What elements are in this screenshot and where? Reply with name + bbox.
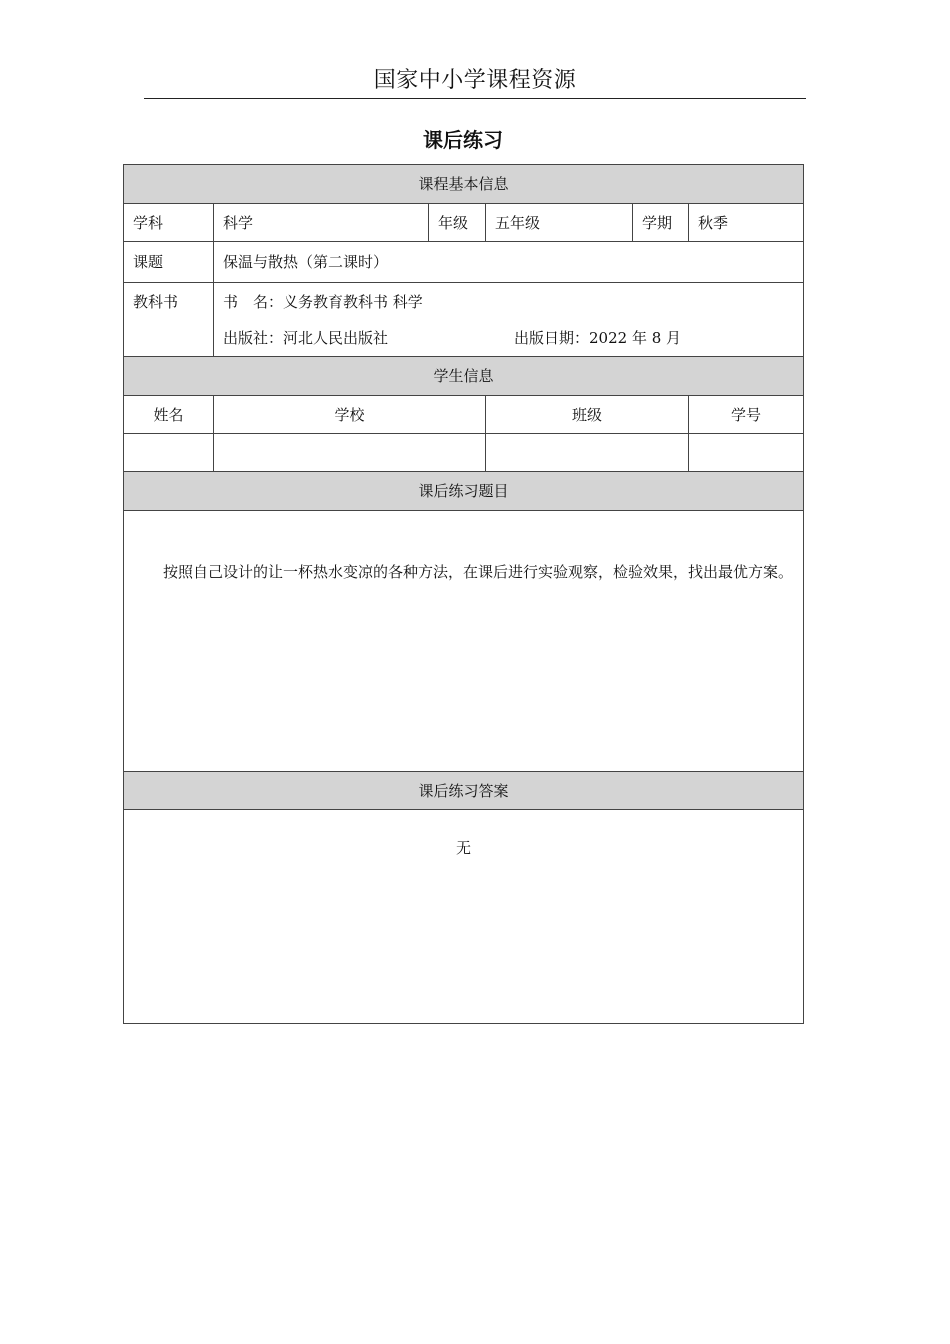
publisher-info-line <box>223 328 794 348</box>
subject-label: 学科 <box>124 204 214 242</box>
topic-label: 课题 <box>124 242 214 283</box>
subject-row <box>124 204 804 242</box>
exercise-header-row <box>124 472 804 511</box>
student-id-header: 学号 <box>689 396 804 434</box>
exercise-content-row <box>124 511 804 772</box>
exercise-content <box>124 511 804 772</box>
subject-value: 科学 <box>214 204 429 242</box>
term-label: 学期 <box>633 204 689 242</box>
student-name-value[interactable] <box>124 434 214 472</box>
student-info-section-title: 学生信息 <box>124 357 804 396</box>
student-info-header-row <box>124 357 804 396</box>
term-value: 秋季 <box>689 204 804 242</box>
student-columns-row <box>124 396 804 434</box>
textbook-label: 教科书 <box>124 283 214 357</box>
student-id-value[interactable] <box>689 434 804 472</box>
student-school-value[interactable] <box>214 434 486 472</box>
topic-row <box>124 242 804 283</box>
answer-content-row <box>124 810 804 1024</box>
exercise-form-table <box>123 164 804 1024</box>
student-class-header: 班级 <box>486 396 689 434</box>
publisher-text: 出版社：河北人民出版社 <box>223 329 389 347</box>
topic-value: 保温与散热（第二课时） <box>214 242 804 283</box>
book-name-line: 书 名：义务教育教科书 科学 <box>223 293 423 311</box>
publish-date-text: 出版日期：2022 年 8 月 <box>514 329 682 347</box>
site-title: 国家中小学课程资源 <box>373 68 577 93</box>
student-values-row[interactable] <box>124 434 804 472</box>
answer-text: 无 <box>124 810 804 1024</box>
grade-label: 年级 <box>429 204 486 242</box>
grade-value: 五年级 <box>486 204 633 242</box>
textbook-details <box>214 283 804 357</box>
textbook-row <box>124 283 804 357</box>
student-class-value[interactable] <box>486 434 689 472</box>
answer-section-title: 课后练习答案 <box>124 772 804 810</box>
course-info-section-title: 课程基本信息 <box>124 165 804 204</box>
page-title: 课后练习 <box>423 128 503 152</box>
student-school-header: 学校 <box>214 396 486 434</box>
answer-header-row <box>124 772 804 810</box>
header-divider <box>144 98 806 99</box>
student-name-header: 姓名 <box>124 396 214 434</box>
exercise-section-title: 课后练习题目 <box>124 472 804 511</box>
exercise-question-text: 按照自己设计的让一杯热水变凉的各种方法，在课后进行实验观察，检验效果，找出最优方案。 <box>163 563 794 581</box>
course-info-header-row <box>124 165 804 204</box>
